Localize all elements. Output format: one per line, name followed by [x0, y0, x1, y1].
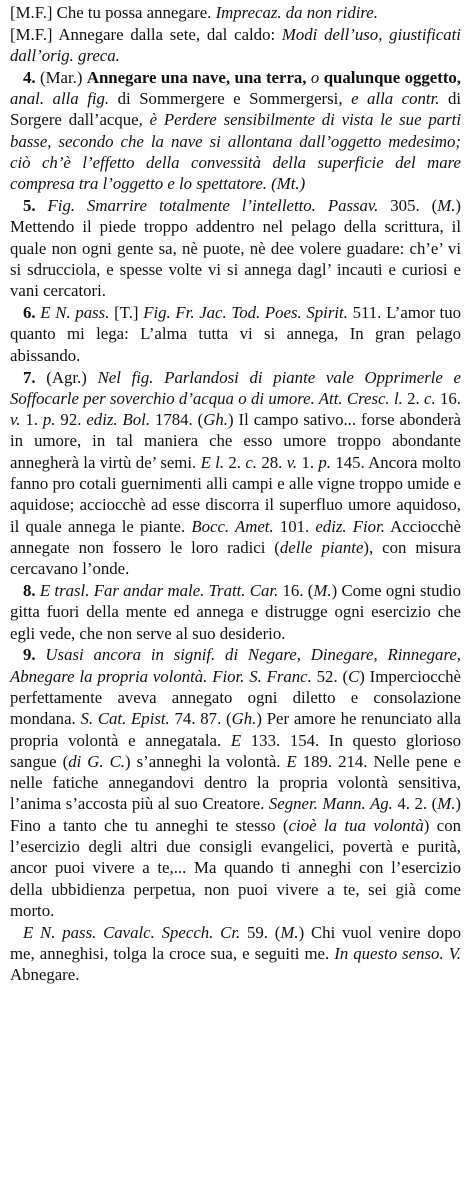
- bold-run: 7.: [23, 367, 36, 387]
- text-run: Abnegare.: [10, 965, 80, 985]
- text-run: [T.]: [109, 303, 144, 323]
- italic-run: E trasl. Far andar male. Tratt. Car.: [35, 581, 279, 601]
- text-run: 1.: [20, 410, 43, 430]
- italic-run: anal. alla fig.: [10, 89, 110, 109]
- text-run: 74. 87. (: [169, 709, 232, 729]
- italic-run: Imprecaz. da non ridire.: [215, 3, 378, 22]
- entry-imprecation: [10, 2, 461, 23]
- text-run: ) Mettendo il piede troppo addentro nel pelago della scrittura, il quale non ogni gente sa, nè puote, nè dee volere guadare: ch’e’ vi si sdrucciola, e spesse volte vi si annega dagl’ incauti e curiosi e vani cercatori.: [10, 196, 461, 301]
- entry-thirst-heat: [10, 24, 461, 67]
- text-run: 1784. (: [150, 410, 204, 430]
- italic-run: S. Cat. Epist.: [80, 709, 170, 729]
- entry-8-translated: [10, 580, 461, 644]
- italic-run: Gh.: [231, 709, 257, 729]
- text-run: 59. (: [240, 922, 281, 942]
- italic-run: M.: [437, 794, 456, 814]
- text-run: Acciocchè annegate non fossero le loro radici (: [10, 516, 461, 557]
- entry-5-figurative: [10, 195, 461, 301]
- entry-passive-cavalc: [10, 922, 461, 986]
- italic-run: p.: [318, 452, 331, 472]
- italic-run: p.: [42, 410, 56, 430]
- text-run: 4. 2. (: [392, 794, 438, 814]
- text-run: ) s’anneghi la volontà.: [124, 751, 287, 771]
- bold-run: Annegare una nave, una terra,: [86, 67, 307, 87]
- text-run: 101.: [273, 516, 316, 536]
- text-run: [M.F.] Annegare dalla sete, dal caldo:: [10, 24, 282, 44]
- italic-run: c.: [424, 388, 436, 408]
- italic-run: o: [306, 67, 324, 87]
- bold-run: 4.: [23, 67, 36, 87]
- text-run: [M.F.] Che tu possa annegare.: [10, 3, 216, 22]
- text-run: 92.: [55, 410, 87, 430]
- bold-run: 5.: [23, 196, 36, 216]
- italic-run: ediz. Bol.: [86, 410, 151, 430]
- entry-4-nautical: [10, 67, 461, 195]
- text-run: di Sommergere e Sommergersi: [109, 89, 339, 109]
- entry-7-agriculture: [10, 367, 461, 580]
- italic-run: Bocc. Amet.: [191, 516, 274, 536]
- italic-run: E: [286, 751, 297, 771]
- italic-run: v.: [286, 452, 298, 472]
- text-run: (Mar.): [35, 67, 87, 87]
- text-run: ) Fino a tanto che tu anneghi te stesso (: [10, 794, 461, 835]
- italic-run: Nel fig. Parlandosi di piante vale Opprimerle e Soffocarle per soverchio d’acqua o di umore. Att. Cresc. l.: [10, 367, 462, 408]
- italic-run: M.: [437, 196, 456, 216]
- italic-run: Fig. Smarrire totalmente l’intelletto. Passav.: [35, 196, 379, 216]
- text-run: 52. (: [311, 666, 349, 686]
- bold-run: qualunque oggetto,: [323, 67, 461, 87]
- italic-run: M.: [280, 922, 299, 942]
- italic-run: , è Perdere sensibilmente di vista le sue parti basse, secondo che la nave si allontana dall’oggetto medesimo; ciò ch’è l’effetto della convessità della superficie del mare compresa tra l’oggetto e lo spettatore. (Mt.): [10, 110, 461, 194]
- italic-run: ediz. Fior.: [315, 516, 385, 536]
- italic-run: c.: [245, 452, 257, 472]
- text-run: ) Imperciocchè perfettamente aveva annegato ogni diletto e consolazione mondana.: [10, 666, 461, 729]
- text-run: 16. (: [278, 581, 314, 601]
- text-run: ) Il campo sativo... forse abonderà in umore, in tal maniera che esso umore troppo abondante annegherà la virtù de’ semi.: [10, 410, 461, 472]
- text-run: ) Per amore he renunciato alla propria volontà e annegatala.: [10, 709, 461, 750]
- text-run: 2.: [402, 388, 425, 408]
- italic-run: v.: [10, 410, 21, 430]
- text-run: ) Chi vuol venire dopo me, anneghisi, tolga la croce sua, e seguiti me.: [10, 922, 461, 964]
- italic-run: E: [230, 730, 242, 750]
- text-run: 133. 154. In questo glorioso sangue (: [10, 730, 461, 771]
- italic-run: delle piante: [279, 537, 364, 557]
- text-run: ) con l’esercizio degli altri due consigli evangelici, povertà e purità, ancor puoi vivere a te,... Ma quando ti anneghi con l’esercizio della ubbidienza perpetua, non puoi vivere a te, sei già come morto.: [10, 815, 461, 920]
- italic-run: E N. pass. Cavalc. Specch. Cr.: [23, 922, 241, 942]
- bold-run: 8.: [23, 581, 36, 601]
- italic-run: E l.: [200, 452, 225, 472]
- text-run: 305. (: [378, 196, 438, 216]
- italic-run: cioè la tua volontà: [288, 815, 424, 835]
- italic-run: , e alla contr.: [338, 89, 440, 109]
- text-run: 1.: [297, 452, 319, 472]
- entry-9-negate: [10, 644, 461, 921]
- text-run: ), con misura cercavano l’onde.: [10, 537, 461, 579]
- italic-run: Segner. Mann. Ag.: [268, 794, 393, 814]
- italic-run: Fig. Fr. Jac. Tod. Poes. Spirit.: [143, 303, 348, 323]
- text-run: 511. L’amor tuo quanto mi lega: L’alma tutta vi si annega, In gran pelago abissando.: [10, 303, 461, 365]
- text-run: 2.: [224, 452, 246, 472]
- text-run: ) Come ogni studio gitta fuori della mente ed annega e distrugge ogni esercizio che egli vede, che non serve al suo desiderio.: [10, 581, 462, 643]
- italic-run: E N. pass.: [40, 303, 110, 323]
- text-run: 145. Ancora molto fanno pro cotali guernimenti alli campi e alle vigne troppo umide e aquidose; acciocchè ad esse discorra il superfluo umore aquidoso, il quale annega le piante.: [10, 452, 462, 536]
- text-run: (Agr.): [35, 367, 98, 387]
- bold-run: 6.: [23, 303, 41, 323]
- italic-run: Usasi ancora in signif. di Negare, Dinegare, Rinnegare, Abnegare la propria volontà. Fior. S. Franc.: [10, 645, 461, 686]
- italic-run: In questo senso. V.: [334, 944, 461, 964]
- text-run: 28.: [257, 452, 287, 472]
- italic-run: M.: [313, 581, 332, 601]
- text-run: di Sorgere dall’acque: [10, 89, 462, 130]
- entry-6-passive: [10, 302, 461, 366]
- italic-run: Gh.: [203, 410, 228, 430]
- text-run: 16.: [435, 388, 462, 408]
- text-run: 189. 214. Nelle pene e nelle fatiche annegandovi dentro la propria volontà sensitiva, l’anima s’accosta più al suo Creatore.: [10, 751, 461, 814]
- italic-run: C: [348, 666, 360, 686]
- bold-run: 9.: [23, 645, 36, 665]
- italic-run: Modi dell’uso, giustificati dall’orig. greca.: [10, 24, 461, 66]
- italic-run: di G. C.: [68, 751, 125, 771]
